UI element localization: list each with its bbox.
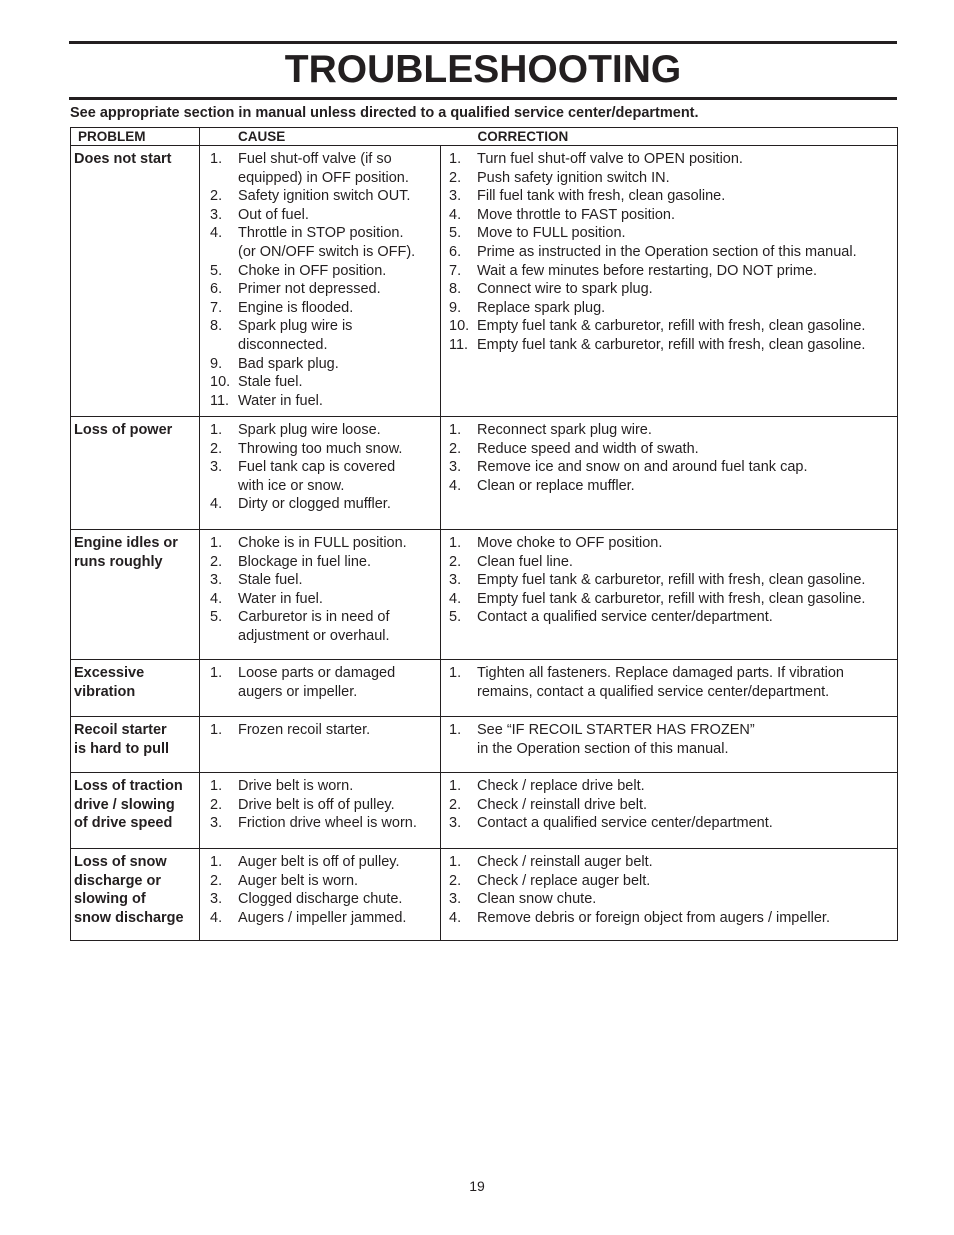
item-number: 6. [210, 281, 223, 298]
cause-item [210, 590, 440, 609]
item-number: 3. [210, 206, 223, 223]
item-text: Auger belt is off of pulley. [238, 854, 400, 870]
problem-text: Engine idles or runs roughly [74, 535, 178, 570]
correction-item [449, 280, 897, 299]
item-text: Contact a qualified service center/department. [477, 815, 773, 832]
cause-item [210, 796, 440, 815]
item-number: 3. [449, 891, 462, 908]
item-text: Water in fuel. [238, 392, 323, 409]
cause-item [210, 495, 440, 514]
item-number: 2. [210, 872, 223, 889]
correction-item [449, 477, 897, 496]
correction-item [449, 440, 897, 459]
correction-item [449, 664, 897, 701]
item-text: Reduce speed and width of swath. [477, 440, 699, 457]
item-number: 1. [449, 535, 462, 551]
correction-item [449, 814, 897, 833]
item-number: 4. [210, 909, 223, 926]
item-text: Choke is in FULL position. [238, 535, 407, 551]
item-number: 6. [449, 243, 462, 260]
item-number: 4. [210, 590, 223, 607]
correction-item [449, 262, 897, 281]
cause-item [210, 206, 440, 225]
item-text: Contact a qualified service center/department. [477, 609, 773, 626]
correction-cell [441, 717, 898, 773]
item-text: Fill fuel tank with fresh, clean gasoline. [477, 188, 726, 205]
cause-cell [200, 530, 441, 660]
table-row [71, 146, 898, 417]
correction-item [449, 206, 897, 225]
item-text: Turn fuel shut-off valve to OPEN position. [477, 151, 743, 167]
item-number: 9. [210, 355, 223, 372]
correction-cell [441, 146, 898, 417]
item-number: 2. [449, 872, 462, 889]
item-number: 4. [210, 225, 223, 242]
table-row [71, 717, 898, 773]
item-number: 3. [449, 459, 462, 476]
correction-item [449, 909, 897, 928]
item-text: Wait a few minutes before restarting, DO NOT prime. [477, 262, 818, 279]
item-number: 1. [210, 722, 223, 738]
correction-item [449, 317, 897, 336]
table-row [71, 773, 898, 849]
item-number: 2. [449, 553, 462, 570]
header-problem: PROBLEM [71, 128, 200, 146]
item-number: 4. [449, 909, 462, 926]
correction-item [449, 590, 897, 609]
problem-cell [71, 717, 200, 773]
cause-item [210, 853, 440, 872]
cause-item [210, 553, 440, 572]
correction-item [449, 890, 897, 909]
item-text: Check / reinstall drive belt. [477, 796, 648, 813]
item-number: 1. [449, 422, 462, 438]
cause-item [210, 571, 440, 590]
item-text: Remove ice and snow on and around fuel tank cap. [477, 459, 808, 476]
item-number: 7. [449, 262, 462, 279]
item-text: Empty fuel tank & carburetor, refill with fresh, clean gasoline. [477, 336, 866, 353]
item-number: 11. [449, 336, 469, 353]
cause-item [210, 534, 440, 553]
item-text: Choke in OFF position. [238, 262, 387, 279]
header-correction: CORRECTION [441, 128, 898, 146]
correction-item [449, 608, 897, 627]
item-number: 2. [210, 553, 223, 570]
item-number: 8. [210, 318, 223, 335]
item-text: Replace spark plug. [477, 299, 606, 316]
item-text: Safety ignition switch OUT. [238, 188, 411, 205]
cause-item [210, 280, 440, 299]
correction-cell [441, 530, 898, 660]
table-row [71, 417, 898, 530]
item-number: 7. [210, 299, 223, 316]
table-row [71, 660, 898, 717]
item-number: 1. [210, 854, 223, 870]
correction-item [449, 224, 897, 243]
cause-item [210, 458, 440, 495]
item-text: Connect wire to spark plug. [477, 281, 653, 298]
table-row [71, 530, 898, 660]
cause-cell [200, 849, 441, 941]
cause-item [210, 777, 440, 796]
title-top-rule [69, 41, 897, 44]
item-text: Move to FULL position. [477, 225, 626, 242]
page-number: 19 [469, 1178, 485, 1194]
item-number: 11. [210, 392, 230, 409]
problem-cell [71, 530, 200, 660]
item-text: Prime as instructed in the Operation section of this manual. [477, 243, 857, 260]
cause-cell [200, 717, 441, 773]
cause-item [210, 262, 440, 281]
cause-item [210, 721, 440, 740]
item-text: Clogged discharge chute. [238, 891, 403, 908]
item-number: 4. [449, 477, 462, 494]
item-text: Empty fuel tank & carburetor, refill with fresh, clean gasoline. [477, 590, 866, 607]
cause-cell [200, 417, 441, 530]
item-text: Check / reinstall auger belt. [477, 854, 653, 870]
item-text: Throwing too much snow. [238, 440, 403, 457]
item-text: Clean fuel line. [477, 553, 573, 570]
item-number: 1. [210, 535, 223, 551]
item-text: Engine is flooded. [238, 299, 354, 316]
problem-text: Loss of traction drive / slowing of drive speed [74, 778, 183, 832]
item-number: 1. [449, 854, 462, 870]
item-text: Augers / impeller jammed. [238, 909, 407, 926]
correction-item [449, 777, 897, 796]
item-text: Fuel tank cap is covered with ice or snow. [238, 459, 396, 494]
item-text: Stale fuel. [238, 572, 303, 589]
item-text: Empty fuel tank & carburetor, refill with fresh, clean gasoline. [477, 572, 866, 589]
correction-item [449, 853, 897, 872]
item-text: Reconnect spark plug wire. [477, 422, 652, 438]
cause-item [210, 355, 440, 374]
correction-item [449, 571, 897, 590]
header-cause: CAUSE [200, 128, 441, 146]
item-number: 1. [210, 151, 223, 167]
item-number: 2. [210, 796, 223, 813]
item-text: Friction drive wheel is worn. [238, 815, 417, 832]
cause-cell [200, 660, 441, 717]
item-number: 10. [210, 374, 231, 391]
item-number: 4. [449, 206, 462, 223]
item-number: 3. [449, 815, 462, 832]
cause-item [210, 440, 440, 459]
correction-cell [441, 417, 898, 530]
cause-item [210, 317, 440, 354]
correction-item [449, 299, 897, 318]
correction-item [449, 796, 897, 815]
intro-note: See appropriate section in manual unless directed to a qualified service center/department. [70, 105, 699, 121]
item-number: 2. [210, 440, 223, 457]
correction-item [449, 721, 897, 758]
item-text: Move throttle to FAST position. [477, 206, 675, 223]
problem-text: Does not start [74, 151, 172, 167]
correction-item [449, 150, 897, 169]
item-number: 5. [210, 609, 223, 626]
item-text: Empty fuel tank & carburetor, refill with fresh, clean gasoline. [477, 318, 866, 335]
correction-item [449, 872, 897, 891]
item-number: 4. [449, 590, 462, 607]
table-body [71, 146, 898, 941]
cause-item [210, 909, 440, 928]
problem-cell [71, 773, 200, 849]
cause-item [210, 373, 440, 392]
item-number: 8. [449, 281, 462, 298]
item-text: Carburetor is in need of adjustment or overhaul. [238, 609, 390, 644]
cause-item [210, 224, 440, 261]
item-text: Auger belt is worn. [238, 872, 359, 889]
problem-text: Excessive vibration [74, 665, 145, 700]
cause-item [210, 150, 440, 187]
item-text: Primer not depressed. [238, 281, 381, 298]
item-text: See “IF RECOIL STARTER HAS FROZEN” in the Operation section of this manual. [477, 722, 755, 757]
item-number: 3. [210, 459, 223, 476]
item-text: Out of fuel. [238, 206, 309, 223]
item-number: 5. [210, 262, 223, 279]
cause-item [210, 664, 440, 701]
item-text: Frozen recoil starter. [238, 722, 371, 738]
cause-item [210, 890, 440, 909]
item-number: 3. [210, 815, 223, 832]
problem-cell [71, 660, 200, 717]
cause-item [210, 814, 440, 833]
title-bottom-rule [69, 97, 897, 100]
table-row [71, 849, 898, 941]
item-number: 3. [449, 188, 462, 205]
cause-item [210, 421, 440, 440]
cause-item [210, 608, 440, 645]
item-text: Check / replace auger belt. [477, 872, 651, 889]
correction-item [449, 553, 897, 572]
item-text: Move choke to OFF position. [477, 535, 663, 551]
cause-item [210, 299, 440, 318]
cause-item [210, 872, 440, 891]
item-text: Stale fuel. [238, 374, 303, 391]
correction-item [449, 336, 897, 355]
cause-item [210, 392, 440, 411]
correction-cell [441, 773, 898, 849]
item-text: Clean or replace muffler. [477, 477, 635, 494]
troubleshooting-table [70, 127, 898, 941]
problem-text: Loss of power [74, 422, 173, 438]
item-text: Clean snow chute. [477, 891, 597, 908]
item-number: 1. [449, 778, 462, 794]
item-number: 1. [449, 665, 462, 681]
cause-cell [200, 773, 441, 849]
item-text: Loose parts or damaged augers or impeller. [238, 665, 396, 700]
item-text: Drive belt is worn. [238, 778, 354, 794]
item-number: 2. [210, 188, 223, 205]
item-number: 4. [210, 496, 223, 513]
item-number: 5. [449, 609, 462, 626]
problem-cell [71, 849, 200, 941]
correction-cell [441, 849, 898, 941]
item-text: Spark plug wire is disconnected. [238, 318, 353, 353]
item-number: 1. [449, 722, 462, 738]
item-number: 1. [210, 665, 223, 681]
item-text: Remove debris or foreign object from augers / impeller. [477, 909, 830, 926]
item-number: 1. [210, 422, 223, 438]
correction-item [449, 534, 897, 553]
cause-cell [200, 146, 441, 417]
table-header-row [71, 128, 898, 146]
item-text: Spark plug wire loose. [238, 422, 381, 438]
item-text: Bad spark plug. [238, 355, 339, 372]
item-number: 1. [210, 778, 223, 794]
item-text: Water in fuel. [238, 590, 323, 607]
correction-item [449, 421, 897, 440]
item-number: 3. [210, 891, 223, 908]
item-text: Fuel shut-off valve (if so equipped) in OFF position. [238, 151, 409, 186]
item-text: Push safety ignition switch IN. [477, 169, 670, 186]
correction-item [449, 458, 897, 477]
item-text: Blockage in fuel line. [238, 553, 371, 570]
item-number: 10. [449, 318, 470, 335]
correction-item [449, 169, 897, 188]
item-number: 3. [210, 572, 223, 589]
problem-cell [71, 417, 200, 530]
item-number: 5. [449, 225, 462, 242]
problem-text: Recoil starter is hard to pull [74, 722, 170, 757]
item-text: Throttle in STOP position. (or ON/OFF switch is OFF). [238, 225, 416, 260]
item-text: Dirty or clogged muffler. [238, 496, 391, 513]
item-number: 1. [449, 151, 462, 167]
item-text: Tighten all fasteners. Replace damaged parts. If vibration remains, contact a qualified service center/department. [477, 665, 844, 700]
item-number: 2. [449, 796, 462, 813]
problem-cell [71, 146, 200, 417]
item-text: Check / replace drive belt. [477, 778, 645, 794]
item-number: 9. [449, 299, 462, 316]
correction-item [449, 187, 897, 206]
item-number: 2. [449, 169, 462, 186]
correction-cell [441, 660, 898, 717]
page-title: TROUBLESHOOTING [284, 48, 682, 91]
cause-item [210, 187, 440, 206]
item-number: 3. [449, 572, 462, 589]
item-text: Drive belt is off of pulley. [238, 796, 395, 813]
item-number: 2. [449, 440, 462, 457]
problem-text: Loss of snow discharge or slowing of snow discharge [74, 854, 184, 926]
correction-item [449, 243, 897, 262]
